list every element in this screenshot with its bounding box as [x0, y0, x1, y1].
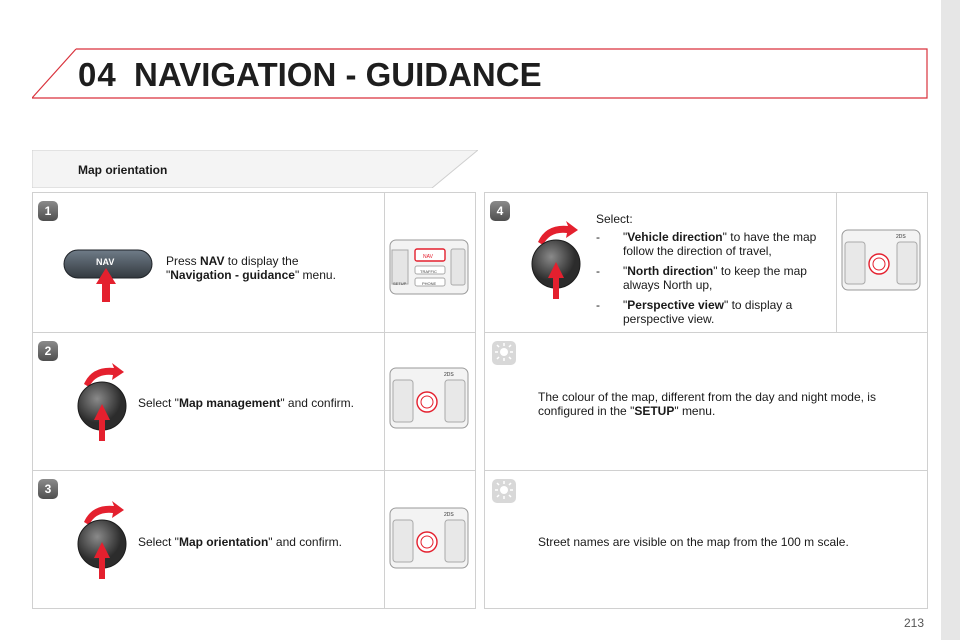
step-3-text: Select "Map orientation" and confirm.: [138, 535, 342, 549]
step-1-text: Press NAV to display the "Navigation - guidance" menu.: [166, 254, 336, 282]
hint-street-names: Street names are visible on the map from the 100 m scale.: [538, 535, 849, 549]
radio-nav-key: NAV: [423, 254, 433, 260]
radio-panel-thumbnail: [389, 236, 469, 298]
option-perspective-view: - "Perspective view" to display a perspective view.: [596, 298, 793, 326]
step-1-badge: 1: [38, 201, 58, 221]
nav-button-illustration: [62, 246, 154, 304]
rotary-knob-icon: [528, 220, 586, 300]
lightbulb-icon: [492, 479, 516, 503]
step-4-badge: 4: [490, 201, 510, 221]
radio-setup-key: SETUP: [393, 281, 407, 286]
radio-traffic-key: TRAFFIC: [420, 269, 437, 274]
nav-button-label: NAV: [96, 257, 115, 267]
step-4-text: Select: - "Vehicle direction" to have the map follow the direction of travel, - "North direction" to keep the map always North up, - "Perspective view" to display a perspective view.: [596, 212, 832, 332]
chapter-number: 04: [78, 56, 117, 93]
rotary-knob-icon: [74, 362, 132, 442]
radio-phone-key: PHONE: [422, 281, 437, 286]
page-number: 213: [904, 616, 925, 630]
step-2-badge: 2: [38, 341, 58, 361]
rotary-knob-icon: [74, 500, 132, 580]
side-strip: [941, 0, 960, 640]
section-title: Map orientation: [78, 163, 168, 177]
panel-2ds-label: 2DS: [444, 372, 454, 378]
control-panel-thumbnail: [841, 228, 921, 294]
column-divider: [836, 192, 837, 332]
row-divider: [32, 332, 476, 333]
panel-2ds-label: 2DS: [444, 512, 454, 518]
hint-map-colour: The colour of the map, different from the day and night mode, is configured in the "SETUP" menu.: [538, 390, 876, 418]
step-2-text: Select "Map management" and confirm.: [138, 396, 354, 410]
panel-2ds-label: 2DS: [896, 234, 906, 240]
row-divider: [484, 470, 928, 471]
row-divider: [32, 470, 476, 471]
option-north-direction: - "North direction" to keep the map always North up,: [596, 264, 807, 292]
option-vehicle-direction: - "Vehicle direction" to have the map follow the direction of travel,: [596, 230, 817, 258]
column-divider: [384, 192, 385, 609]
lightbulb-icon: [492, 341, 516, 365]
step-3-badge: 3: [38, 479, 58, 499]
control-panel-thumbnail: [389, 366, 469, 432]
page-title: NAVIGATION - GUIDANCE: [134, 56, 542, 93]
control-panel-thumbnail: [389, 506, 469, 572]
row-divider: [484, 332, 928, 333]
